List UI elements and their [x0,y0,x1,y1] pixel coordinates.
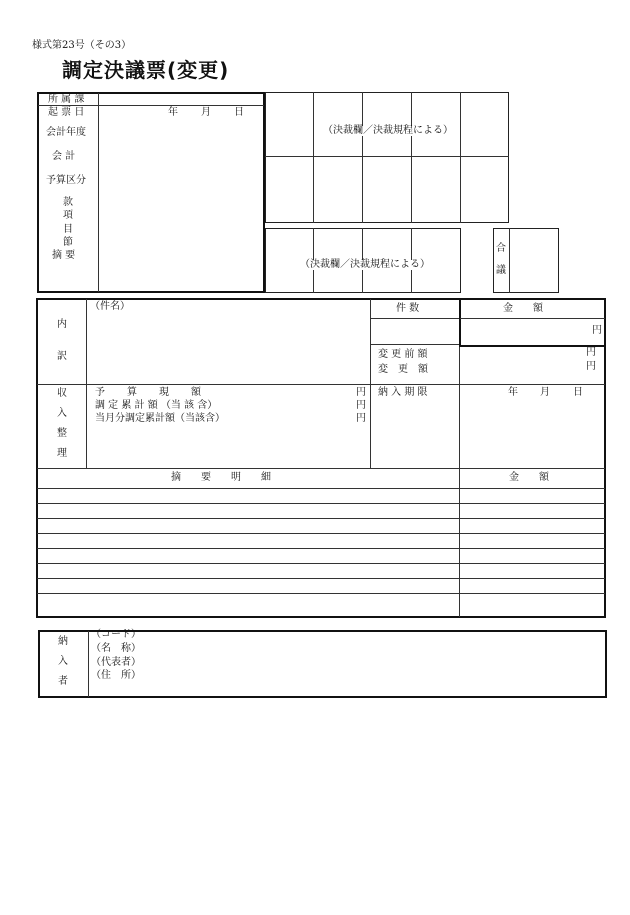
moku-label: 目 [63,224,73,235]
count-header: 件 数 [396,303,420,314]
payer-representative: （代表者） [91,657,141,668]
budget-current-label: 予 算 現 額 [95,387,207,398]
consultation-char-1: 合 [496,243,506,254]
header-divider [98,93,99,292]
due-label: 納 入 期 限 [378,387,428,398]
approval-col-1 [313,92,314,223]
detail-row-line [37,548,605,549]
due-year: 年 [508,387,518,398]
issue-day: 日 [234,107,244,118]
approval-col-2 [362,92,363,223]
issue-year: 年 [168,107,178,118]
summary-label: 摘 要 [52,250,76,261]
consultation-divider [509,228,510,293]
consultation-box [493,228,559,293]
due-day: 日 [573,387,583,398]
payer-name: （名 称） [91,643,141,654]
approval-col-4 [460,92,461,223]
detail-row-line [37,503,605,504]
payer-code: （コード） [91,629,141,640]
item-name-label: （件名） [90,301,130,312]
payer-side-2: 入 [58,656,68,667]
issue-date-label: 起 票 日 [48,107,85,118]
account-label: 会 計 [52,151,76,162]
approval-mid-line [265,156,509,157]
detail-row-line [37,518,605,519]
budget-class-label: 予算区分 [46,175,86,186]
kou-label: 項 [63,210,73,221]
form-number: 様式第23号（その3） [32,40,132,51]
revenue-side-2: 入 [57,408,67,419]
kan-label: 款 [63,197,73,208]
approval-note-bottom: （決裁欄／決裁規程による） [300,259,430,270]
details-summary-header: 摘 要 明 細 [171,472,271,483]
breakdown-side-2: 訳 [57,351,67,362]
header-dept-line [38,105,264,106]
change-amount-yen: 円 [586,361,596,372]
change-amount-label: 変 更 額 [378,364,428,375]
month-cumulative-yen: 円 [356,413,366,424]
payer-side-3: 者 [58,676,68,687]
approval-note-top: （決裁欄／決裁規程による） [323,125,453,136]
breakdown-bottom-line [37,384,605,385]
cumulative-label: 調 定 累 計 額 （当 該 含） [95,400,218,411]
page-title: 調定決議票(変更) [62,58,230,82]
before-change-label: 変 更 前 額 [378,349,428,360]
count-bottom-line [370,344,459,345]
detail-row-line [37,593,605,594]
budget-yen: 円 [356,387,366,398]
detail-row-line [37,563,605,564]
approval-grid-top [265,92,509,223]
details-amount-header: 金 額 [509,472,549,483]
issue-month: 月 [201,107,211,118]
revenue-side-3: 整 [57,428,67,439]
revenue-side-4: 理 [57,448,67,459]
payer-divider [88,631,89,697]
consultation-char-2: 議 [496,265,506,276]
dept-label: 所 属 課 [48,94,85,105]
revenue-bottom-line [37,468,605,469]
detail-row-line [37,488,605,489]
approval-col-3 [411,92,412,223]
fiscal-year-label: 会計年度 [46,127,86,138]
payer-side-1: 納 [58,636,68,647]
amount-header: 金 額 [503,303,543,314]
header-info-box [37,92,265,293]
detail-row-line [37,533,605,534]
payer-address: （住 所） [91,670,141,681]
count-header-line [370,318,459,319]
breakdown-side-1: 内 [57,319,67,330]
setsu-label: 節 [63,237,73,248]
amount-header-line [460,318,605,319]
revenue-side-1: 収 [57,388,67,399]
due-month: 月 [540,387,550,398]
month-cumulative-label: 当月分調定累計額（当該含） [95,413,225,424]
detail-row-line [37,578,605,579]
cumulative-yen: 円 [356,400,366,411]
before-change-yen: 円 [586,347,596,358]
amount-yen-1: 円 [592,325,602,336]
